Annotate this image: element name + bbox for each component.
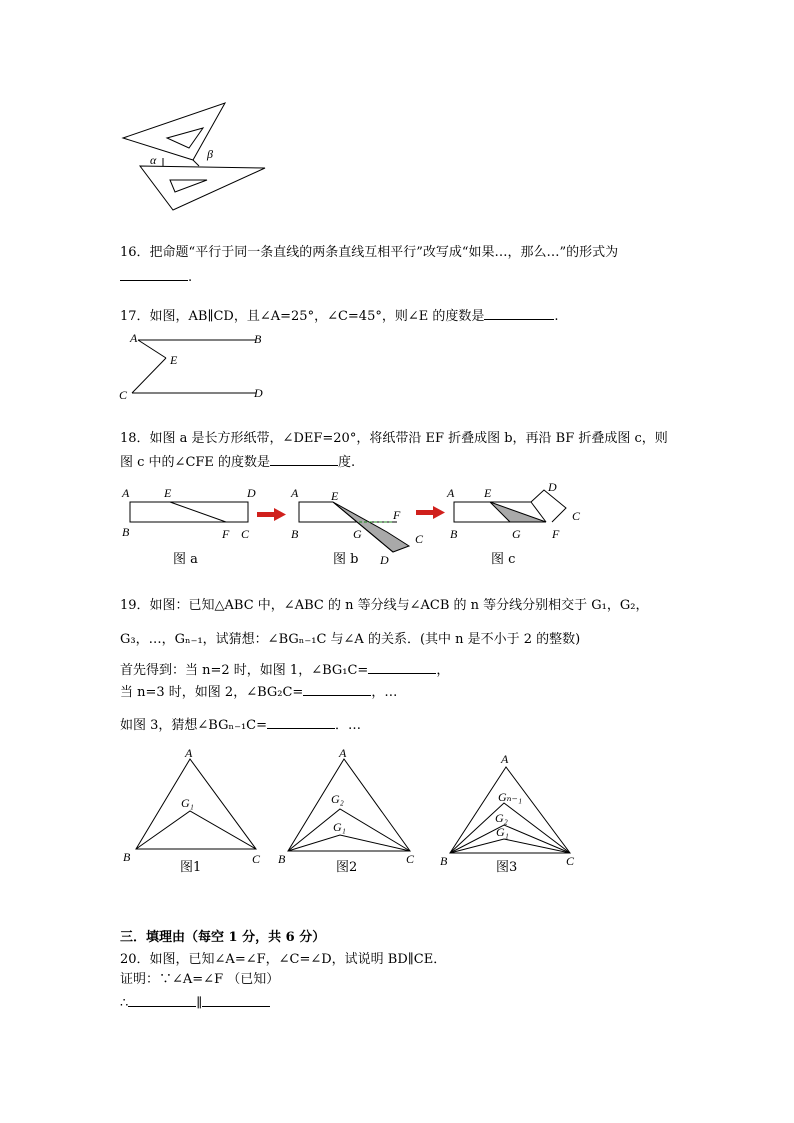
q16-text: 16．把命题“平行于同一条直线的两条直线互相平行”改写成“如果…，那么…”的形式为	[120, 245, 619, 260]
set-squares-figure	[115, 100, 275, 215]
q19-line3-end: ，	[436, 663, 450, 678]
fig3-caption: 图3	[496, 860, 518, 875]
section3-heading: 三．填理由（每空 1 分，共 6 分）	[120, 930, 326, 945]
q20-line2: 证明：∵∠A=∠F （已知）	[120, 972, 280, 987]
fc-label-A: A	[447, 486, 455, 500]
f2-label-G2: G₂	[331, 792, 344, 806]
fig-c-caption: 图 c	[491, 552, 516, 567]
q19-line4: 当 n=3 时，如图 2，∠BG₂C=	[120, 685, 304, 700]
label-alpha: α	[150, 153, 157, 167]
fig-b-caption: 图 b	[333, 552, 359, 567]
q19-blank-2[interactable]	[303, 683, 371, 696]
q20-line1: 20．如图，已知∠A=∠F，∠C=∠D，试说明 BD∥CE．	[120, 952, 447, 967]
fa-label-E: E	[164, 486, 172, 500]
fc-label-E: E	[484, 486, 492, 500]
fb-label-E: E	[331, 489, 339, 503]
fb-label-G: G	[353, 527, 362, 541]
fb-label-F: F	[393, 508, 401, 522]
q16-end: .	[188, 270, 193, 285]
fb-label-B: B	[291, 527, 299, 541]
fig-a-caption: 图 a	[173, 552, 198, 567]
fc-label-B: B	[450, 527, 458, 541]
f2-label-A: A	[339, 746, 347, 760]
f2-label-C: C	[406, 852, 415, 866]
fb-label-D: D	[380, 553, 389, 567]
q19-blank-3[interactable]	[267, 716, 335, 729]
f1-label-B: B	[123, 850, 131, 864]
q18-line2: 图 c 中的∠CFE 的度数是	[120, 455, 271, 470]
q17-label-E: E	[170, 353, 178, 367]
label-beta: β	[207, 147, 213, 161]
f3-label-G2: G₂	[495, 811, 508, 825]
f3-label-A: A	[501, 752, 509, 766]
q19-line1: 19．如图：已知△ABC 中，∠ABC 的 n 等分线与∠ACB 的 n 等分线分别相交于 G₁，G₂，	[120, 598, 649, 613]
q17-answer-blank[interactable]	[484, 307, 554, 320]
q19-line5: 如图 3，猜想∠BGₙ₋₁C=	[120, 718, 268, 733]
q18-answer-blank[interactable]	[270, 453, 338, 466]
f2-label-G1: G₁	[333, 820, 346, 834]
fig2-caption: 图2	[336, 860, 358, 875]
q18-line1: 18．如图 a 是长方形纸带，∠DEF=20°，将纸带沿 EF 折叠成图 b，再沿 BF 折叠成图 c，则	[120, 431, 668, 446]
q16-answer-blank[interactable]	[120, 268, 188, 281]
q19-line5-end: ．…	[335, 718, 362, 733]
fa-label-A: A	[122, 486, 130, 500]
q20-blank-1[interactable]	[128, 994, 196, 1007]
q17-figure	[116, 328, 276, 408]
q17-text: 17．如图，AB∥CD，且∠A=25°，∠C=45°，则∠E 的度数是	[120, 309, 485, 324]
f1-label-A: A	[185, 746, 193, 760]
f1-label-C: C	[252, 852, 261, 866]
fa-label-D: D	[247, 486, 256, 500]
q18-figure-a	[118, 482, 263, 542]
f1-label-G1: G₁	[181, 796, 194, 810]
fb-label-A: A	[291, 486, 299, 500]
q20-blank-2[interactable]	[202, 994, 270, 1007]
q17-end: .	[554, 309, 559, 324]
fc-label-D: D	[548, 480, 557, 494]
fa-label-F: F	[222, 527, 230, 541]
q19-figure-2	[276, 745, 426, 870]
q19-line4-end: ，…	[371, 685, 398, 700]
fc-label-F: F	[552, 527, 560, 541]
f3-label-Gn1: Gₙ₋₁	[498, 790, 523, 804]
arrow-icon-1	[257, 508, 287, 522]
q17-label-C: C	[119, 388, 128, 402]
q20-therefore: ∴	[120, 996, 129, 1011]
q19-figure-1	[118, 745, 268, 870]
fb-label-C: C	[415, 532, 424, 546]
q18-figure-c	[446, 478, 586, 548]
fc-label-G: G	[512, 527, 521, 541]
fa-label-B: B	[122, 525, 130, 539]
f2-label-B: B	[278, 852, 286, 866]
q17-label-A: A	[130, 331, 138, 345]
fc-label-C: C	[572, 509, 581, 523]
q20-parallel: ∥	[196, 996, 203, 1011]
f3-label-C: C	[566, 854, 575, 868]
q19-blank-1[interactable]	[368, 661, 436, 674]
q19-line3: 首先得到：当 n=2 时，如图 1，∠BG₁C=	[120, 663, 369, 678]
fig1-caption: 图1	[180, 860, 202, 875]
q17-label-B: B	[254, 332, 262, 346]
q19-figure-3	[436, 745, 586, 870]
q18-line2-end: 度.	[338, 455, 356, 470]
f3-label-G1: G₁	[496, 825, 509, 839]
q19-line2: G₃，…，Gₙ₋₁，试猜想：∠BGₙ₋₁C 与∠A 的关系．(其中 n 是不小于 2 的整数)	[120, 632, 581, 647]
fa-label-C: C	[241, 527, 250, 541]
q17-label-D: D	[254, 386, 263, 400]
f3-label-B: B	[440, 854, 448, 868]
